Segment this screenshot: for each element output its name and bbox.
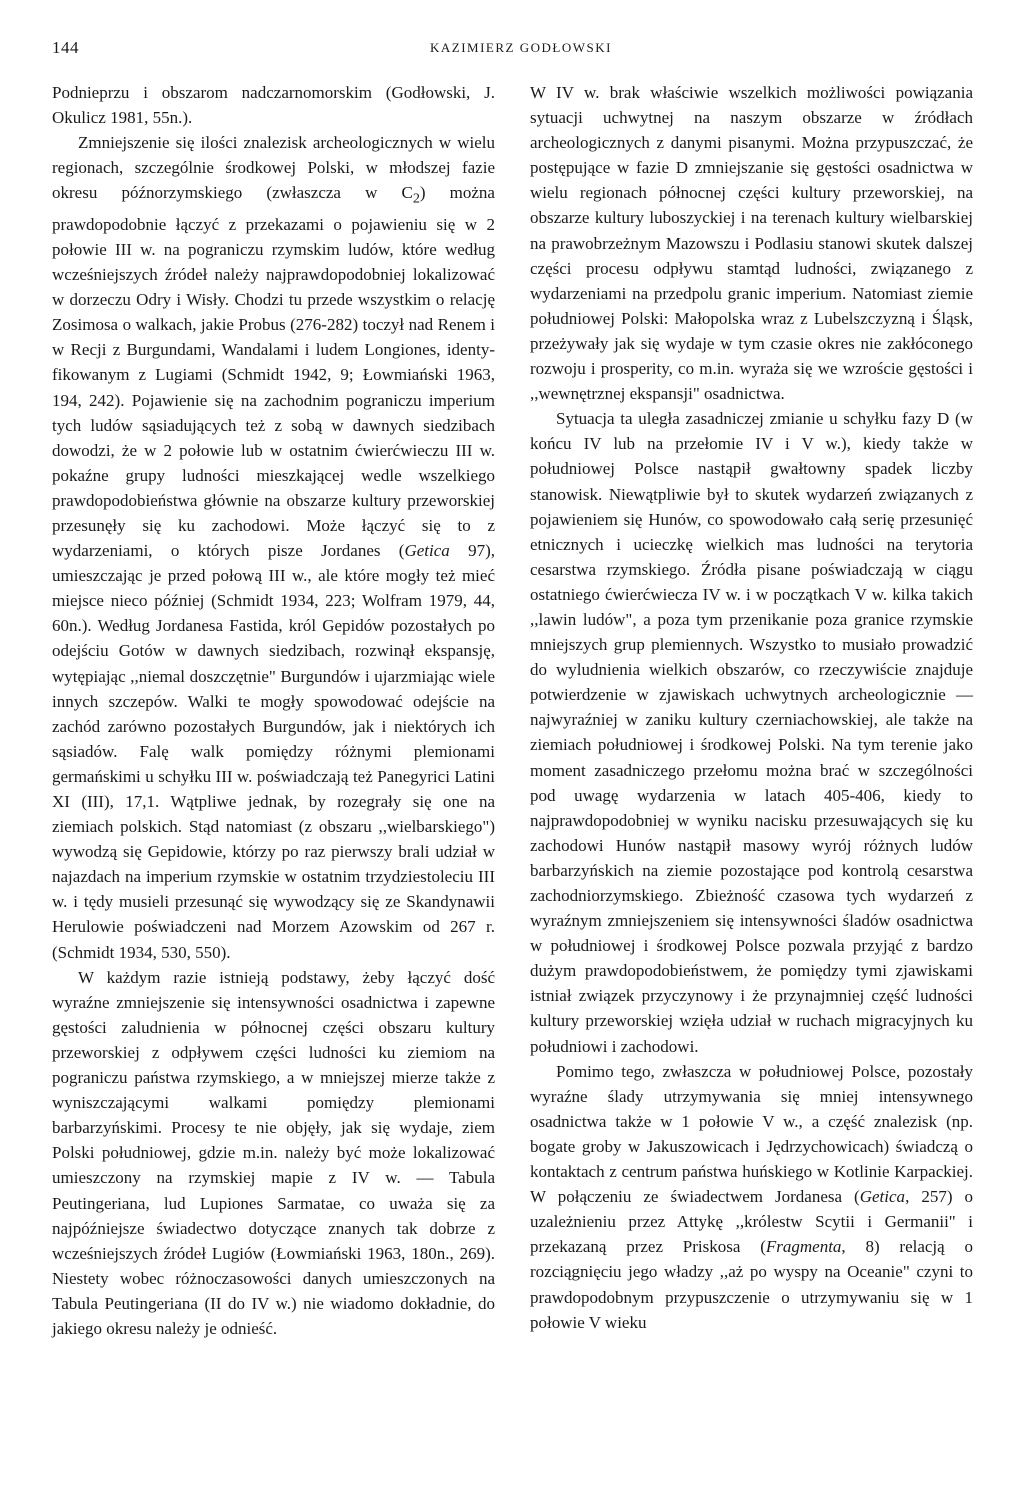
subscript-text: 2	[412, 190, 420, 207]
left-text-column	[52, 80, 495, 1341]
italic-text: Fragmenta	[765, 1237, 842, 1257]
text-run: W każdym razie istnieją podstawy, żeby łączyć dość wyraźne zmniejszenie się intensywności osadnictwa i zapewne gęstości zaludnienia w północnej części obszaru kultury przeworskiej z odpływem części ludności ku ziemiom na pograniczu państwa rzymskiego, a w mniejszej mierze także z wyniszczającymi walkami pomiędzy plemionami barbarzyńskimi. Procesy te nie objęły, jak się wydaje, ziem Polski południowej, gdzie m.in. należy być może lokalizować umieszczony na rzymskiej mapie z IV w. — Tabula Peutingeriana, lud Lupiones Sarmatae, co uważa się za najpóźniejsze świadectwo dotyczące znanych tak dobrze z wcześniejszych źródeł Lugiów (Łowmiański 1963, 180n., 269). Niestety wobec różnoczasowości danych umieszczonych na Tabula Peutingeriana (II do IV w.) nie wiadomo dokładnie, do jakiego okresu należy je odnieść.	[52, 967, 495, 1338]
page-number: 144	[52, 38, 79, 57]
text-run: ) można prawdopodobnie łączyć z przekazami o pojawieniu się w 2 połowie III w. na pograniczu rzymskim ludów, które według wcześniejszych źródeł należy najprawdopodobniej lokalizować w dorzeczu Odry i Wisły. Chodzi tu przede wszystkim o relację Zosimosa o walkach, jakie Probus (276-282) toczył nad Renem i w Recji z Burgundami, Wandalami i ludem Longiones, identyfikowanym z Lugiami (Schmidt 1942, 9; Łowmiański 1963, 194, 242). Pojawienie się na zachodnim pograniczu imperium tych ludów sąsiadujących też z sobą w dawnych siedzibach dowodzi, że w 2 połowie lub w ostatnim ćwierćwieczu III w. pokaźne grupy ludności mieszkającej wedle wszelkiego prawdopodobieństwa głównie na obszarze kultury przeworskiej przesunęły się ku zachodowi. Może łączyć się to z wydarzeniami, o których pisze Jordanes (	[52, 183, 495, 561]
italic-text: Getica	[859, 1187, 906, 1207]
right-text-column	[530, 80, 973, 1335]
text-run: , 8) relacją o rozciągnięciu jego władzy ,,aż po wyspy na Oceanie" czyni to prawdopodobnym przypuszczenie o utrzymywaniu się w 1 połowie V wieku	[530, 1237, 973, 1332]
text-run: 97), umieszczając je przed połową III w., ale które mogły też mieć miejsce nieco później (Schmidt 1934, 223; Wolfram 1979, 44, 60n.). Według Jordanesa Fastida, król Gepidów pozostałych po odejściu Gotów w dawnych siedzibach, rozwinął ekspansję, wytępiając ,,niemal doszczętnie" Burgundów i ujarzmiając wiele innych szczepów. Walki te mogły spowodować odejście na zachód zarówno pozostałych Burgundów, jak i niektórych ich sąsiadów. Falę walk pomiędzy różnymi plemionami germańskimi u schyłku III w. poświadczają też Panegyrici Latini XI (III), 17,1. Wątpliwe jednak, by rozegrały się one na ziemiach polskich. Stąd natomiast (z obszaru ,,wielbarskiego") wywodzą się Gepidowie, którzy po raz pierwszy brali udział w najazdach na imperium rzymskie w ostatnim trzydziestoleciu III w. i tędy musieli przesunąć się wywodzący się ze Skandynawii Herulowie poświadczeni nad Morzem Azowskim od 267 r. (Schmidt 1934, 530, 550).	[52, 541, 495, 962]
paragraph	[52, 965, 495, 1341]
text-run: Zmniejszenie się ilości znalezisk archeologicznych w wielu regionach, szczególnie środkowej Polski, w młodszej fazie okresu późnorzymskiego (zwłaszcza w C	[52, 133, 495, 203]
text-run: Podnieprzu i obszarom nadczarnomorskim (Godłowski, J. Okulicz 1981, 55n.).	[52, 83, 495, 128]
paragraph	[52, 80, 495, 130]
italic-text: Getica	[404, 541, 450, 561]
paragraph	[530, 1059, 973, 1335]
running-head: KAZIMIERZ GODŁOWSKI	[430, 40, 612, 55]
text-run: W IV w. brak właściwie wszelkich możliwości powiązania sytuacji uchwytnej na naszym obszarze w źródłach archeologicznych z danymi pisanymi. Można przypuszczać, że postępujące w fazie D zmniejszanie się gęstości osadnictwa w wielu regionach północnej części kultury przeworskiej, na obszarze kultury luboszyckiej i na terenach kultury wielbarskiej na prawobrzeżnym Mazowszu i Podlasiu stanowi skutek dalszej części procesu odpływu stamtąd ludności, związanego z wydarzeniami na przedpolu granic imperium. Natomiast ziemie południowej Polski: Małopolska wraz z Lubelszczyzną i Śląsk, przeżywały jak się wydaje w tym czasie okres nie zakłóconego rozwoju i prosperity, co m.in. wyraża się we wzroście gęstości i ,,wewnętrznej ekspansji" osadnictwa.	[530, 83, 973, 404]
text-run: Pomimo tego, zwłaszcza w południowej Polsce, pozostały wyraźne ślady utrzymywania się mniej intensywnego osadnictwa także w 1 połowie V w., a część znalezisk (np. bogate groby w Jakuszowicach i Jędrzychowicach) świadczą o kontaktach z centrum państwa huńskiego w Kotlinie Karpackiej. W połączeniu ze świadectwem Jordanesa (	[530, 1061, 973, 1207]
paragraph	[530, 406, 973, 1058]
paragraph	[530, 80, 973, 406]
paragraph	[52, 130, 495, 964]
text-run: , 257) o uzależnieniu przez Attykę ,,królestw Scytii i Germanii" i przekazaną przez Priskosa (	[530, 1187, 973, 1257]
text-run: Sytuacja ta uległa zasadniczej zmianie u schyłku fazy D (w końcu IV lub na przełomie IV i V w.), kiedy także w południowej Polsce nastąpił gwałtowny spadek liczby stanowisk. Niewątpliwie był to skutek wydarzeń związanych z pojawieniem się Hunów, co spowodowało całą serię przesunięć etnicznych i ucieczkę wielkich mas ludności na terytoria cesarstwa rzymskiego. Źródła pisane poświadczają w ciągu ostatniego ćwierćwiecza IV w. i w początkach V w. kilka takich ,,lawin ludów", a poza tym przenikanie poza granice rzymskie mniejszych grup plemiennych. Wszystko to musiało prowadzić do wyludnienia wielkich obszarów, co rzeczywiście znajduje potwierdzenie w zjawiskach uchwytnych archeologicznie — najwyraźniej w zaniku kultury czerniachowskiej, ale także na ziemiach południowej i środkowej Polski. Na tym terenie jako moment zasadniczego przełomu można brać w szczególności pod uwagę wydarzenia w latach 405-406, kiedy to najprawdopodobniej w wyniku nacisku przesuwających się ku zachodowi Hunów nastąpił masowy wyrój różnych ludów barbarzyńskich na ziemie pozostające pod kontrolą cesarstwa zachodniorzymskiego. Zbieżność czasowa tych wydarzeń z wyraźnym zmniejszeniem się intensywności śladów osadnictwa w południowej i środkowej Polsce pozwala przyjąć z bardzo dużym prawdopodobieństwem, że pomiędzy tymi zjawiskami istniał związek przyczynowy i że przynajmniej część ludności kultury przeworskiej wzięła udział w ruchach migracyjnych ku południowi i zachodowi.	[530, 409, 973, 1056]
